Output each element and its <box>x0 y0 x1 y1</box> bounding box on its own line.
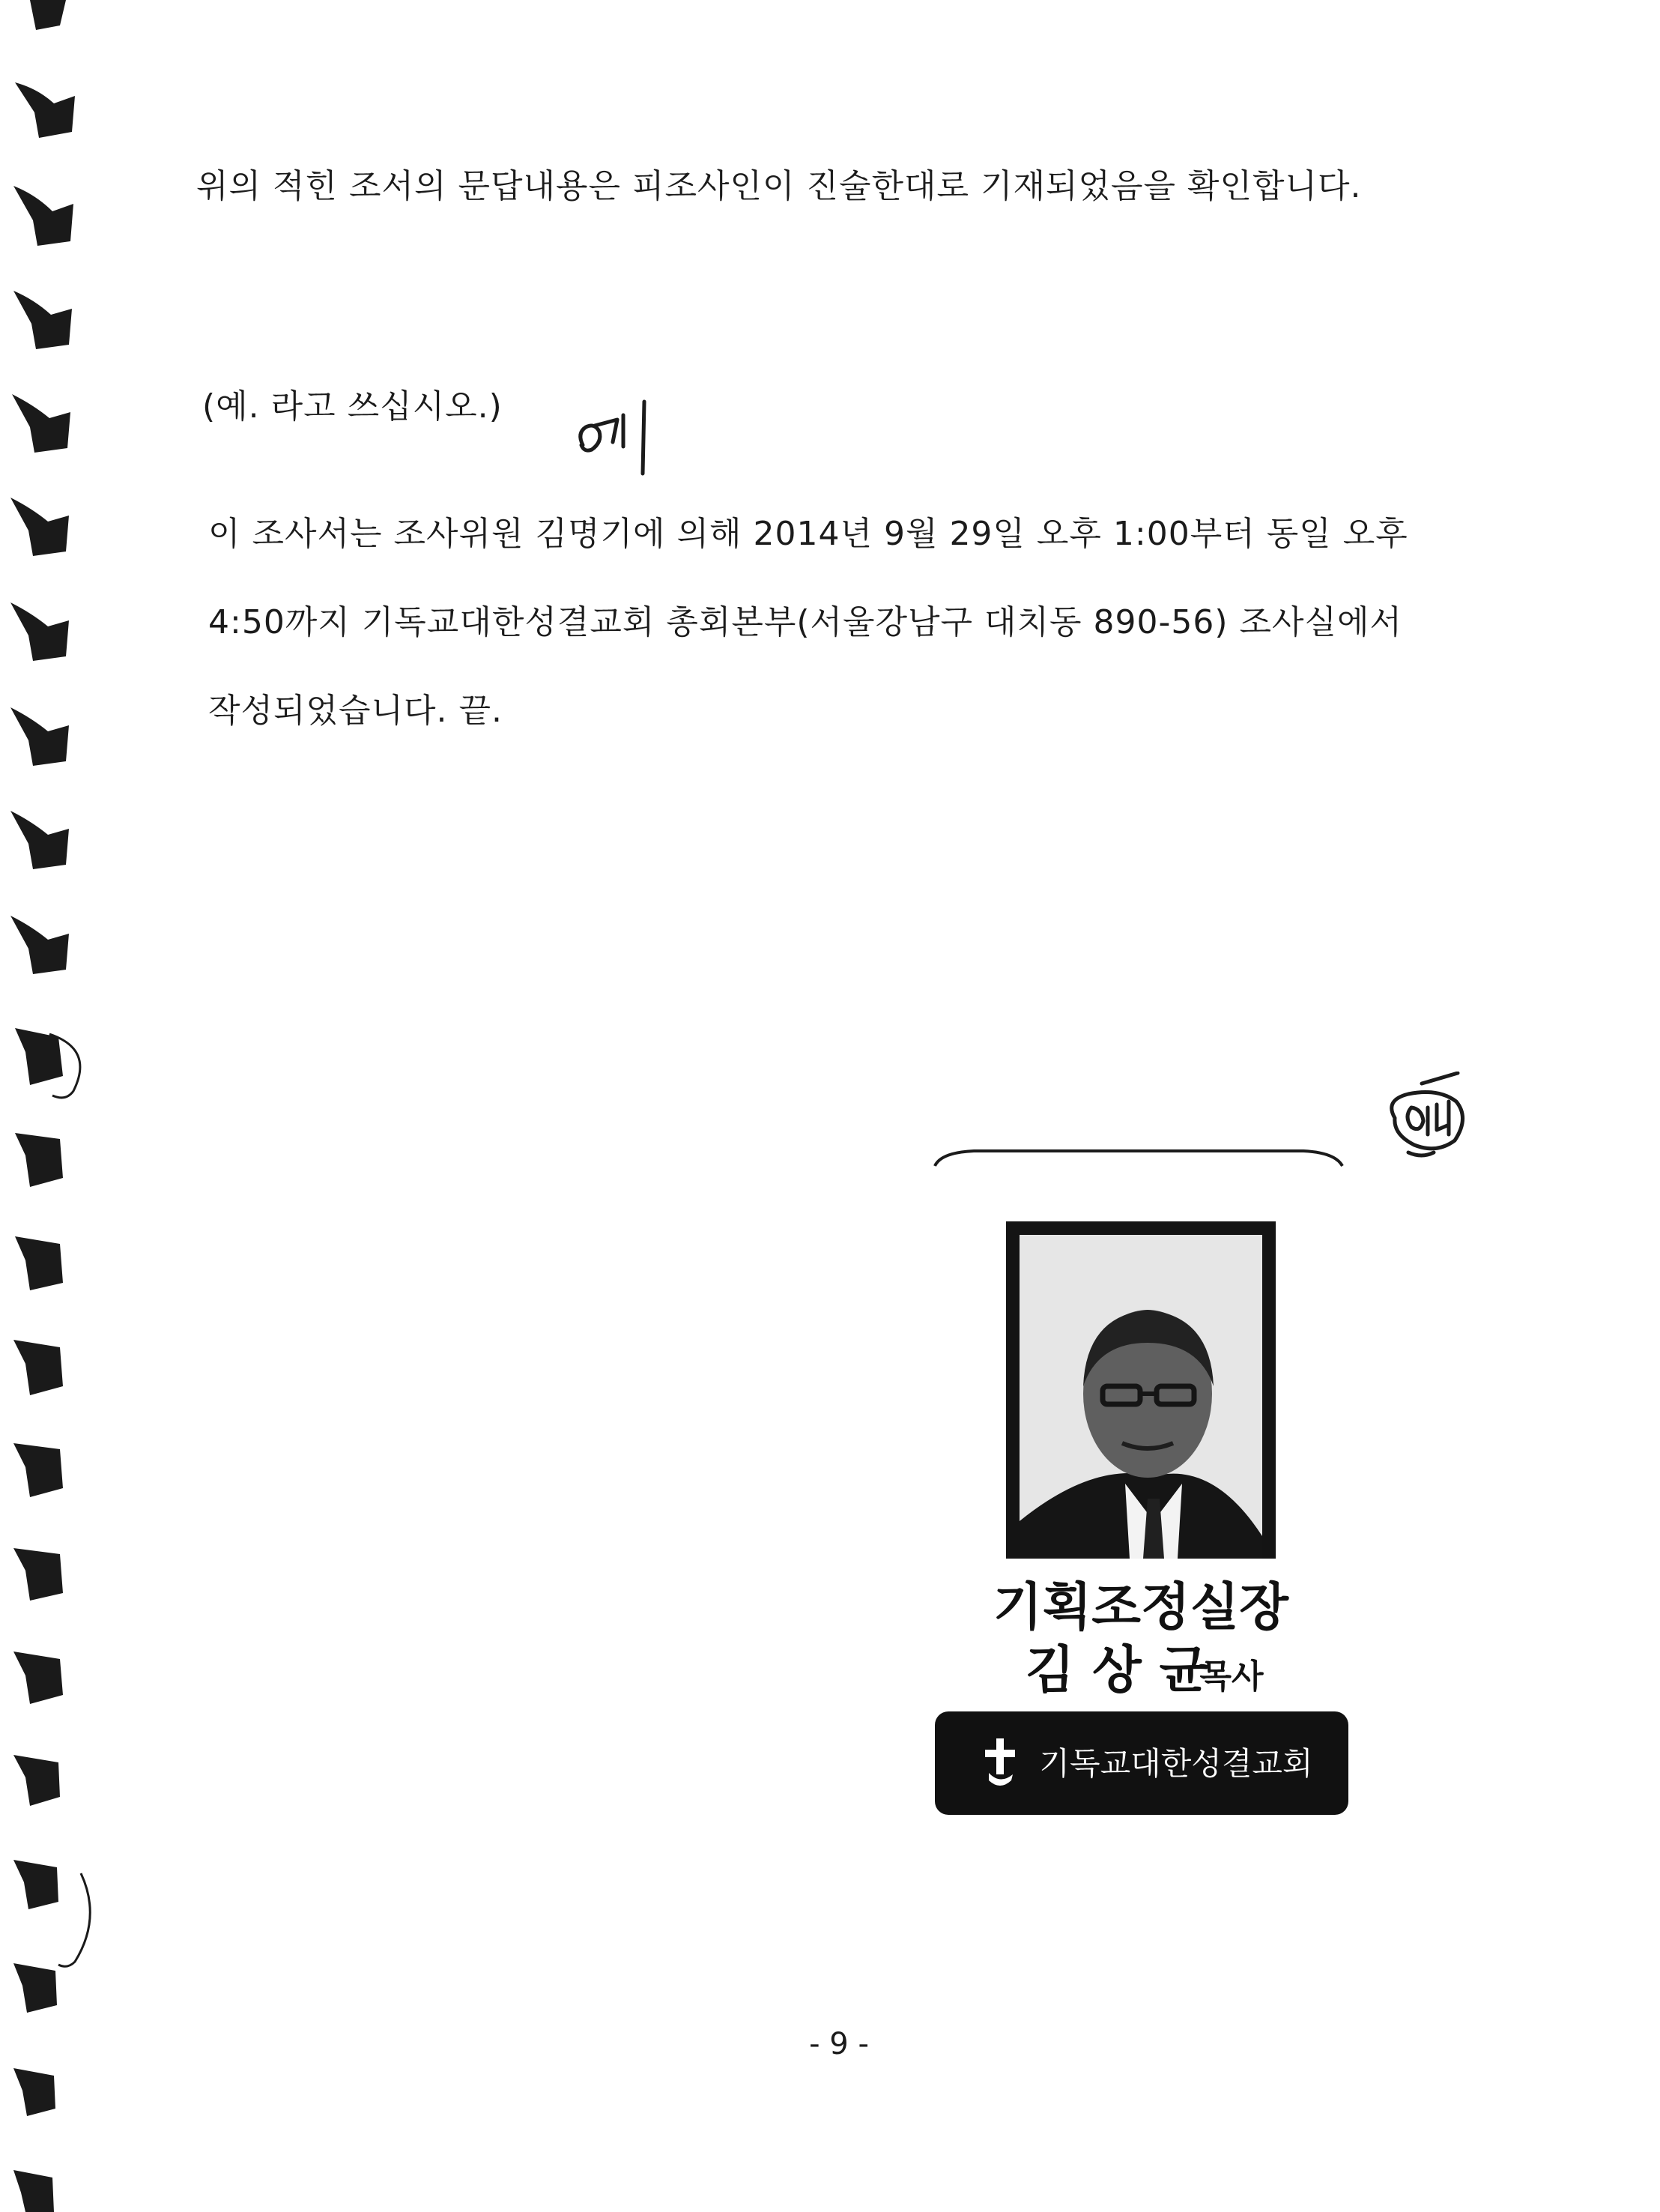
page-number: - 9 - <box>809 2027 869 2061</box>
card-name: 김 상 균 <box>1025 1641 1209 1700</box>
binding-marks <box>0 0 112 2212</box>
card-title: 기획조정실장 <box>993 1578 1289 1637</box>
handwritten-answer <box>569 396 659 478</box>
investigation-record-statement: 이 조사서는 조사위원 김명기에 의해 2014년 9월 29일 오후 1:00부터 동일 오후 4:50까지 기독교대한성결교회 총회본부(서울강남구 대치동 890-56) 조사실에서 작성되었습니다. 끝. <box>208 515 1408 730</box>
instruction-note: (예. 라고 쓰십시오.) <box>202 387 503 426</box>
card-honorific: 목사 <box>1199 1658 1264 1696</box>
organization-name: 기독교대한성결교회 <box>1039 1745 1313 1782</box>
profile-card-graphic <box>929 1146 1356 1821</box>
portrait-photo <box>1006 1221 1276 1559</box>
confirmation-statement: 위의 적힌 조서의 문답내용은 피조사인이 진술한대로 기재되었음을 확인합니다. <box>196 167 1362 205</box>
handwritten-signature <box>1378 1072 1483 1176</box>
profile-card <box>929 1146 1356 1821</box>
